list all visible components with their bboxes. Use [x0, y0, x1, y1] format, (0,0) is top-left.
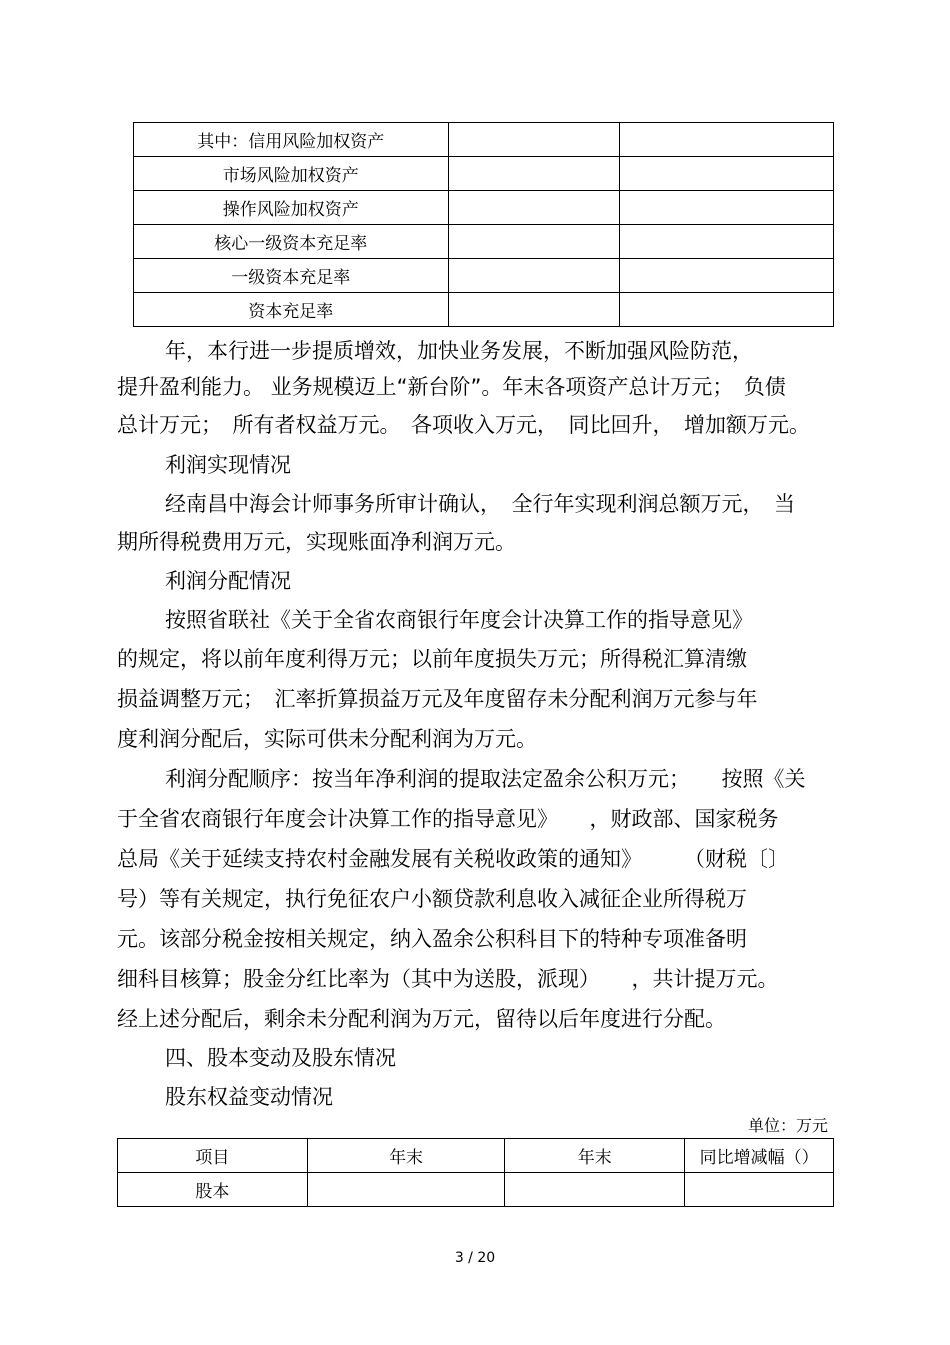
paragraph-line: 细科目核算；股金分红比率为（其中为送股，派现） ，共计提万元。 [117, 967, 779, 991]
table-row [134, 123, 834, 157]
column-header: 年末 [307, 1139, 505, 1173]
table-row [134, 191, 834, 225]
paragraph-line: 度利润分配后，实际可供未分配利润为万元。 [117, 727, 537, 751]
row-label: 其中：信用风险加权资产 [134, 123, 449, 157]
paragraph-line: 经南昌中海会计师事务所审计确认， 全行年实现利润总额万元， 当 [165, 492, 795, 516]
paragraph-line: 年，本行进一步提质增效，加快业务发展，不断加强风险防范， [165, 339, 753, 363]
row-label: 股本 [118, 1173, 308, 1207]
equity-change-table [117, 1138, 834, 1207]
paragraph-line: 期所得税费用万元，实现账面净利润万元。 [117, 530, 516, 554]
table-row [134, 259, 834, 293]
table-header-row [118, 1139, 834, 1173]
row-label: 一级资本充足率 [134, 259, 449, 293]
table-cell [307, 1173, 505, 1207]
paragraph-line: 总局《关于延续支持农村金融发展有关税收政策的通知》 （财税〔〕 [117, 847, 789, 871]
paragraph-line: 号）等有关规定，执行免征农户小额贷款利息收入减征企业所得税万 [117, 887, 747, 911]
row-label: 市场风险加权资产 [134, 157, 449, 191]
section-heading: 利润分配情况 [165, 569, 291, 593]
table-cell [505, 1173, 685, 1207]
table-row [134, 293, 834, 327]
paragraph-line: 经上述分配后，剩余未分配利润为万元，留待以后年度进行分配。 [117, 1007, 726, 1031]
row-label: 核心一级资本充足率 [134, 225, 449, 259]
paragraph-line: 于全省农商银行年度会计决算工作的指导意见》 ，财政部、国家税务 [117, 807, 779, 831]
paragraph-line: 损益调整万元； 汇率折算损益万元及年度留存未分配利润万元参与年 [117, 687, 758, 711]
column-header: 同比增减幅（） [685, 1139, 834, 1173]
table-row [134, 225, 834, 259]
section-heading: 股东权益变动情况 [165, 1085, 333, 1109]
paragraph-line: 按照省联社《关于全省农商银行年度会计决算工作的指导意见》 [165, 608, 753, 632]
unit-label: 单位：万元 [747, 1116, 828, 1135]
row-label: 操作风险加权资产 [134, 191, 449, 225]
table-cell [685, 1173, 834, 1207]
page-number: 3 / 20 [454, 1250, 496, 1266]
paragraph-line: 利润分配顺序：按当年净利润的提取法定盈余公积万元； 按照《关 [165, 767, 806, 791]
section-heading: 利润实现情况 [165, 453, 291, 477]
table-row [134, 157, 834, 191]
paragraph-line: 的规定，将以前年度利得万元；以前年度损失万元；所得税汇算清缴 [117, 647, 747, 671]
paragraph-line: 总计万元； 所有者权益万元。 各项收入万元， 同比回升， 增加额万元。 [117, 413, 810, 437]
column-header: 项目 [118, 1139, 308, 1173]
capital-adequacy-table [133, 122, 834, 327]
section-heading: 四、股本变动及股东情况 [165, 1046, 396, 1070]
table-row [118, 1173, 834, 1207]
row-label: 资本充足率 [134, 293, 449, 327]
paragraph-line: 元。该部分税金按相关规定，纳入盈余公积科目下的特种专项准备明 [117, 927, 747, 951]
column-header: 年末 [505, 1139, 685, 1173]
paragraph-line: 提升盈利能力。 业务规模迈上“新台阶”。年末各项资产总计万元； 负债 [117, 375, 786, 399]
